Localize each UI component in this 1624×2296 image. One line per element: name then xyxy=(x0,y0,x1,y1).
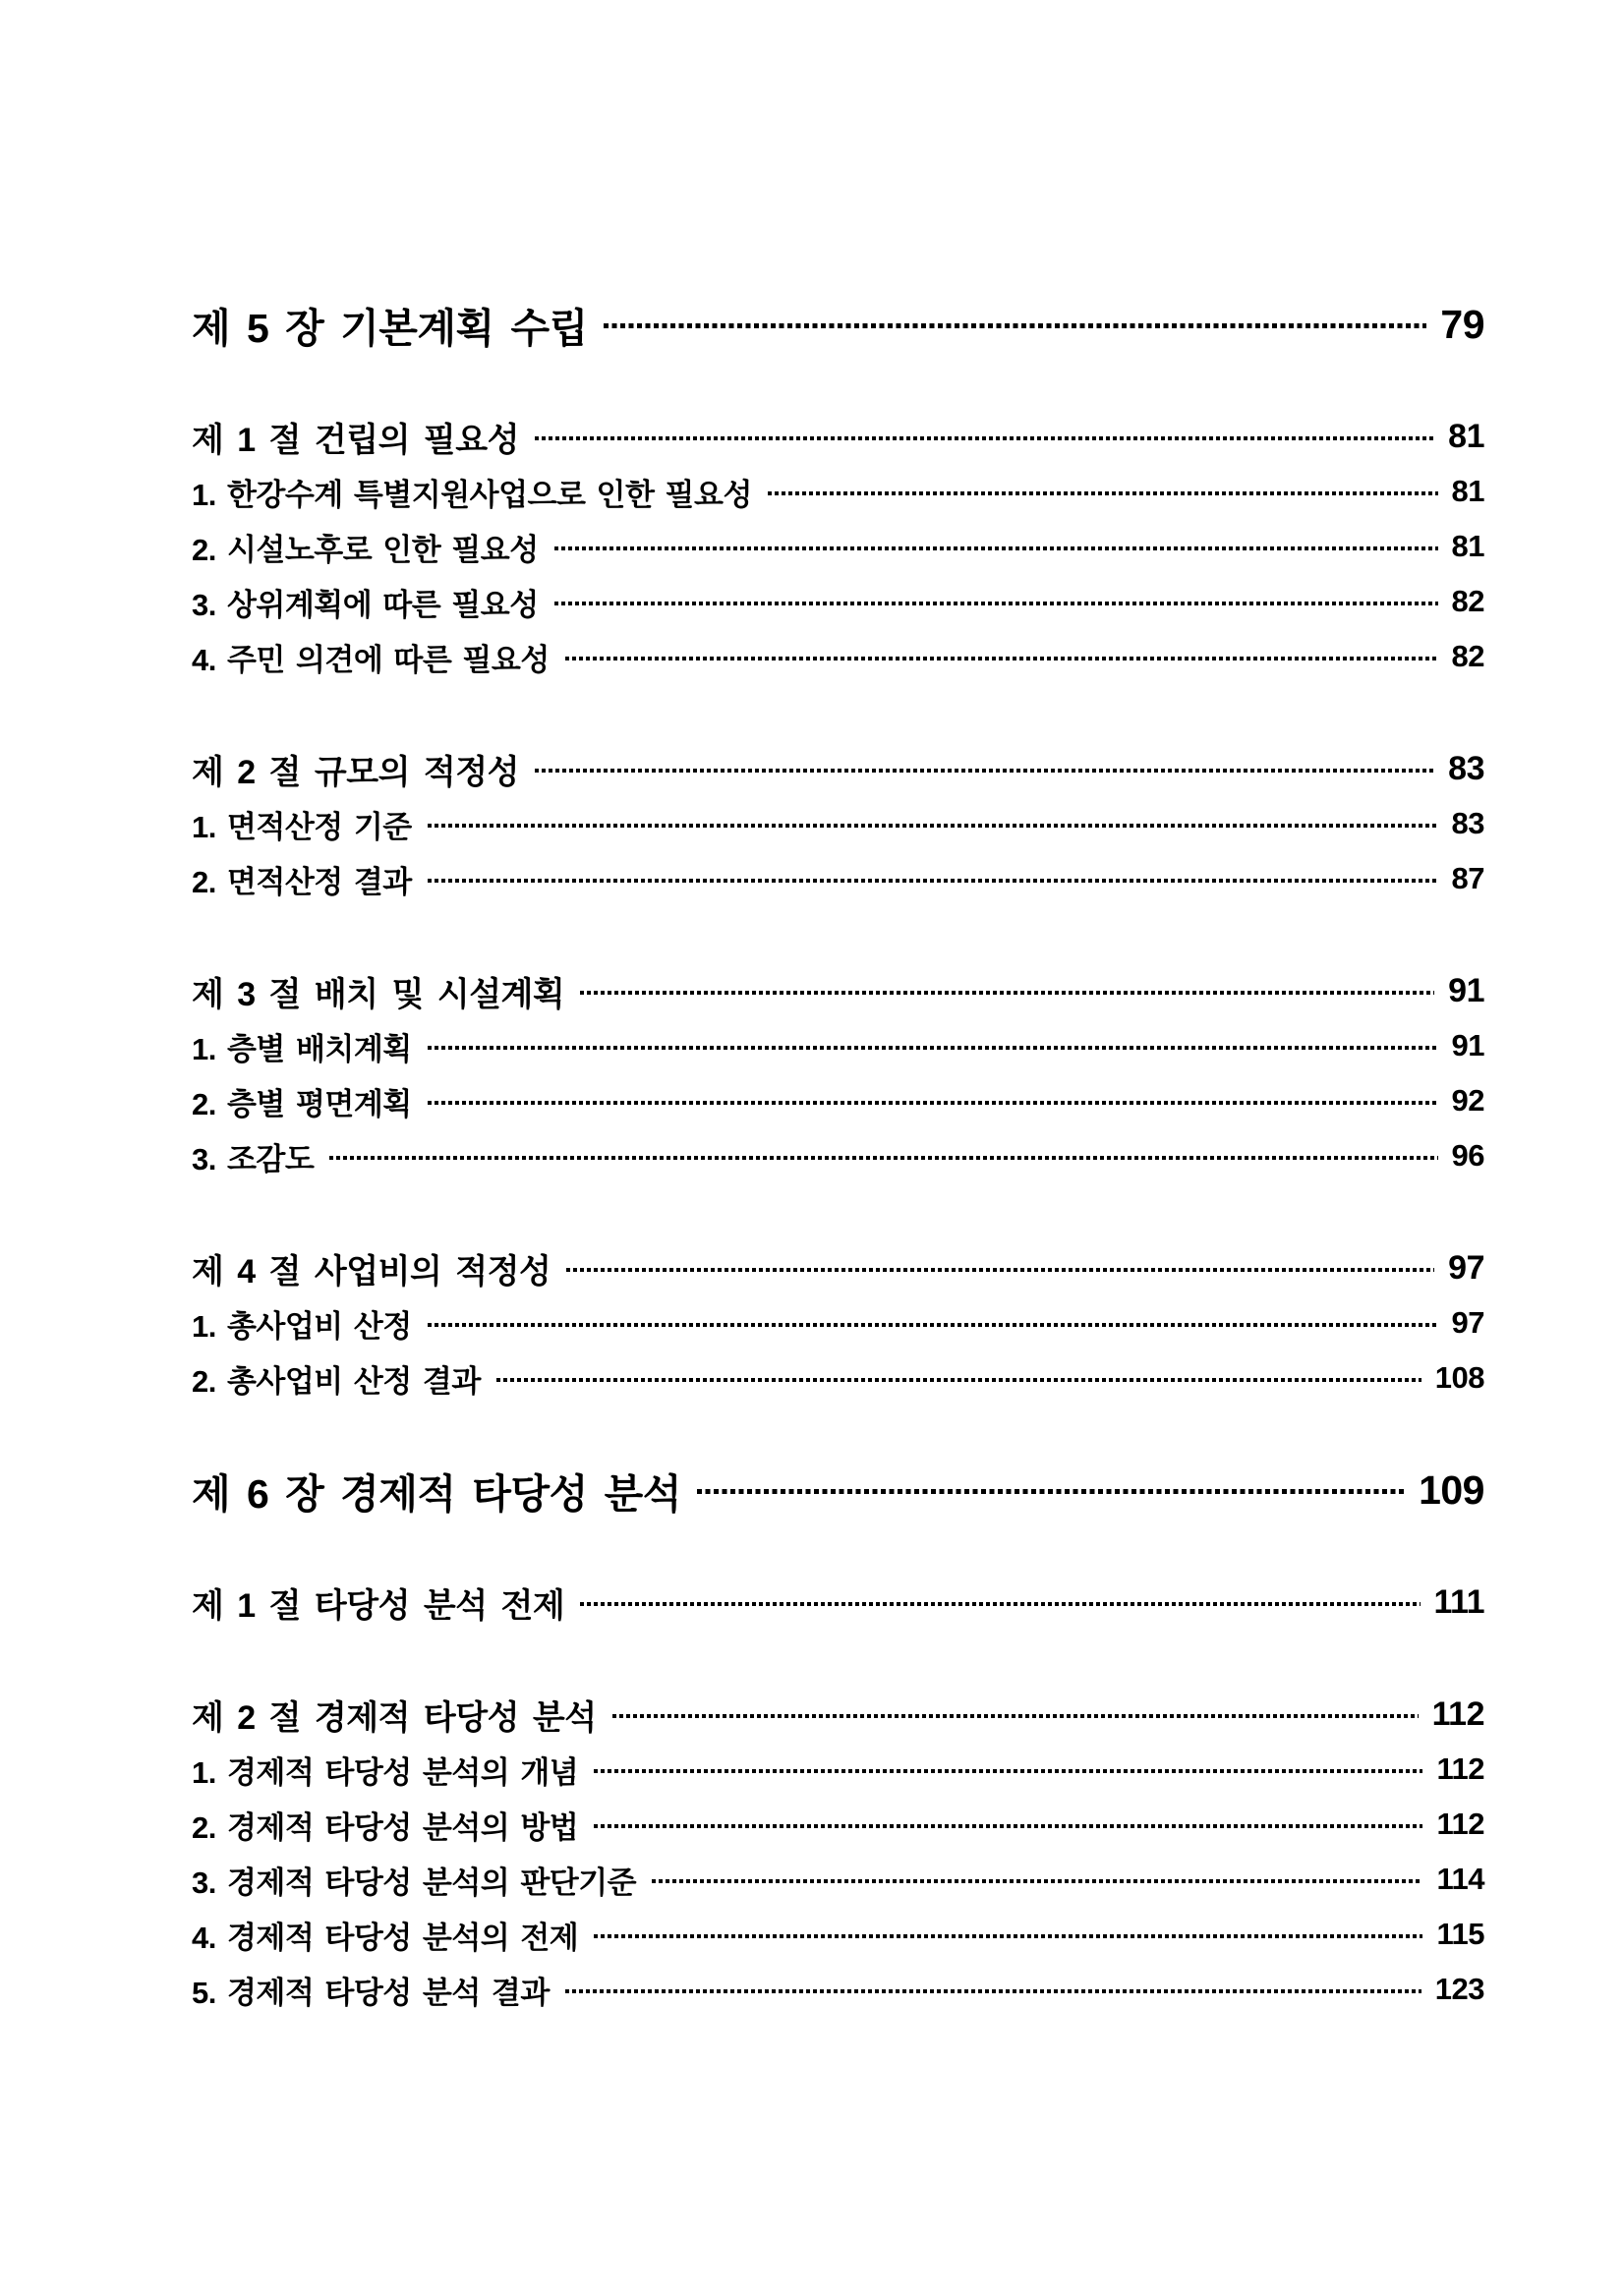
dotted-leader xyxy=(565,1989,1421,1993)
toc-entry-label: 2. 경제적 타당성 분석의 방법 xyxy=(192,1809,579,1845)
toc-entry xyxy=(192,1073,1484,1128)
toc-entry-page-number: 111 xyxy=(1433,1582,1484,1621)
toc-entry-page-number: 83 xyxy=(1451,806,1484,840)
toc-entry xyxy=(192,1907,1484,1962)
dotted-leader xyxy=(554,602,1438,605)
toc-entry-page-number: 81 xyxy=(1451,474,1484,508)
dotted-leader xyxy=(496,1378,1421,1382)
dotted-leader xyxy=(428,1046,1438,1050)
toc-entry xyxy=(192,1463,1484,1518)
dotted-leader xyxy=(652,1879,1422,1883)
toc-entry-page-number: 108 xyxy=(1434,1360,1484,1395)
toc-entry-label: 제 2 절 경제적 타당성 분석 xyxy=(192,1698,597,1737)
toc-entry-page-number: 82 xyxy=(1451,584,1484,618)
dotted-leader xyxy=(594,1824,1422,1828)
toc-entry-page-number: 91 xyxy=(1448,971,1484,1009)
toc-entry-page-number: 81 xyxy=(1448,417,1484,455)
toc-entry-label: 제 6 장 경제적 타당성 분석 xyxy=(192,1470,681,1517)
toc-entry-page-number: 123 xyxy=(1434,1972,1484,2006)
toc-entry xyxy=(192,851,1484,906)
toc-entry-label: 4. 주민 의견에 따른 필요성 xyxy=(192,642,550,677)
toc-entry-label: 제 2 절 규모의 적정성 xyxy=(192,753,519,791)
dotted-leader xyxy=(594,1769,1422,1773)
toc-entry-page-number: 82 xyxy=(1451,639,1484,673)
toc-entry-page-number: 109 xyxy=(1419,1466,1484,1513)
dotted-leader xyxy=(612,1714,1419,1718)
toc-entry-page-number: 112 xyxy=(1436,1807,1484,1841)
toc-entry-label: 제 4 절 사업비의 적정성 xyxy=(192,1252,551,1291)
dotted-leader xyxy=(329,1156,1437,1160)
toc-entry-label: 3. 상위계획에 따른 필요성 xyxy=(192,587,539,622)
toc-entry-page-number: 79 xyxy=(1440,301,1484,347)
toc-entry-label: 2. 총사업비 산정 결과 xyxy=(192,1363,481,1399)
toc-entry-label: 1. 면적산정 기준 xyxy=(192,809,412,844)
dotted-leader xyxy=(604,323,1427,328)
dotted-leader xyxy=(565,657,1438,660)
toc-entry xyxy=(192,1240,1484,1295)
toc-entry-page-number: 115 xyxy=(1436,1917,1484,1951)
toc-entry-page-number: 97 xyxy=(1451,1305,1484,1340)
dotted-leader xyxy=(428,879,1438,883)
toc-entry xyxy=(192,629,1484,684)
dotted-leader xyxy=(535,436,1434,440)
toc-entry-label: 2. 면적산정 결과 xyxy=(192,864,412,899)
toc-entry-page-number: 112 xyxy=(1431,1694,1484,1733)
toc-entry-label: 4. 경제적 타당성 분석의 전제 xyxy=(192,1920,579,1955)
dotted-leader xyxy=(580,991,1434,995)
toc-entry-label: 3. 조감도 xyxy=(192,1141,315,1177)
dotted-leader xyxy=(580,1602,1420,1606)
dotted-leader xyxy=(768,491,1438,495)
toc-entry-label: 제 1 절 건립의 필요성 xyxy=(192,421,519,459)
dotted-leader xyxy=(554,546,1438,550)
toc-entry xyxy=(192,1797,1484,1852)
toc-entry xyxy=(192,1350,1484,1406)
toc-entry-page-number: 81 xyxy=(1451,529,1484,563)
toc-entry-label: 제 5 장 기본계획 수립 xyxy=(192,305,588,351)
toc-entry xyxy=(192,796,1484,851)
dotted-leader xyxy=(566,1268,1434,1272)
toc-entry-page-number: 83 xyxy=(1448,749,1484,787)
toc-entry xyxy=(192,1687,1484,1742)
dotted-leader xyxy=(428,1323,1438,1327)
toc-entry xyxy=(192,1575,1484,1630)
toc-entry xyxy=(192,963,1484,1018)
toc-entry-label: 1. 층별 배치계획 xyxy=(192,1031,412,1066)
toc-entry xyxy=(192,741,1484,796)
toc-entry xyxy=(192,1852,1484,1907)
toc-entry xyxy=(192,1018,1484,1073)
toc-entry-label: 1. 총사업비 산정 xyxy=(192,1308,412,1344)
toc-entry-page-number: 114 xyxy=(1436,1862,1484,1896)
toc-entry-label: 제 3 절 배치 및 시설계획 xyxy=(192,975,565,1013)
toc-entry-page-number: 97 xyxy=(1448,1248,1484,1287)
toc-entry xyxy=(192,297,1484,352)
toc-entry-label: 2. 층별 평면계획 xyxy=(192,1086,412,1121)
toc-entry-page-number: 96 xyxy=(1451,1138,1484,1173)
toc-entry-label: 2. 시설노후로 인한 필요성 xyxy=(192,532,539,567)
toc-entry xyxy=(192,409,1484,464)
toc-entry xyxy=(192,1742,1484,1797)
toc-entry-label: 1. 경제적 타당성 분석의 개념 xyxy=(192,1754,579,1790)
toc-entry xyxy=(192,574,1484,629)
dotted-leader xyxy=(428,1101,1438,1105)
toc-entry-page-number: 91 xyxy=(1451,1028,1484,1062)
dotted-leader xyxy=(594,1934,1422,1938)
toc-entry xyxy=(192,519,1484,574)
toc-entry-label: 제 1 절 타당성 분석 전제 xyxy=(192,1586,565,1625)
dotted-leader xyxy=(428,824,1438,828)
toc-entry-label: 3. 경제적 타당성 분석의 판단기준 xyxy=(192,1865,637,1900)
toc-entry-page-number: 87 xyxy=(1451,861,1484,895)
toc-entry xyxy=(192,1128,1484,1183)
toc-entry xyxy=(192,1295,1484,1350)
dotted-leader xyxy=(697,1489,1405,1494)
toc-entry-page-number: 92 xyxy=(1451,1083,1484,1118)
toc-entry xyxy=(192,464,1484,519)
toc-entry-label: 1. 한강수계 특별지원사업으로 인한 필요성 xyxy=(192,477,752,512)
toc-entry-label: 5. 경제적 타당성 분석 결과 xyxy=(192,1975,550,2010)
toc-entry xyxy=(192,1962,1484,2017)
toc-entry-page-number: 112 xyxy=(1436,1751,1484,1786)
dotted-leader xyxy=(535,769,1434,773)
